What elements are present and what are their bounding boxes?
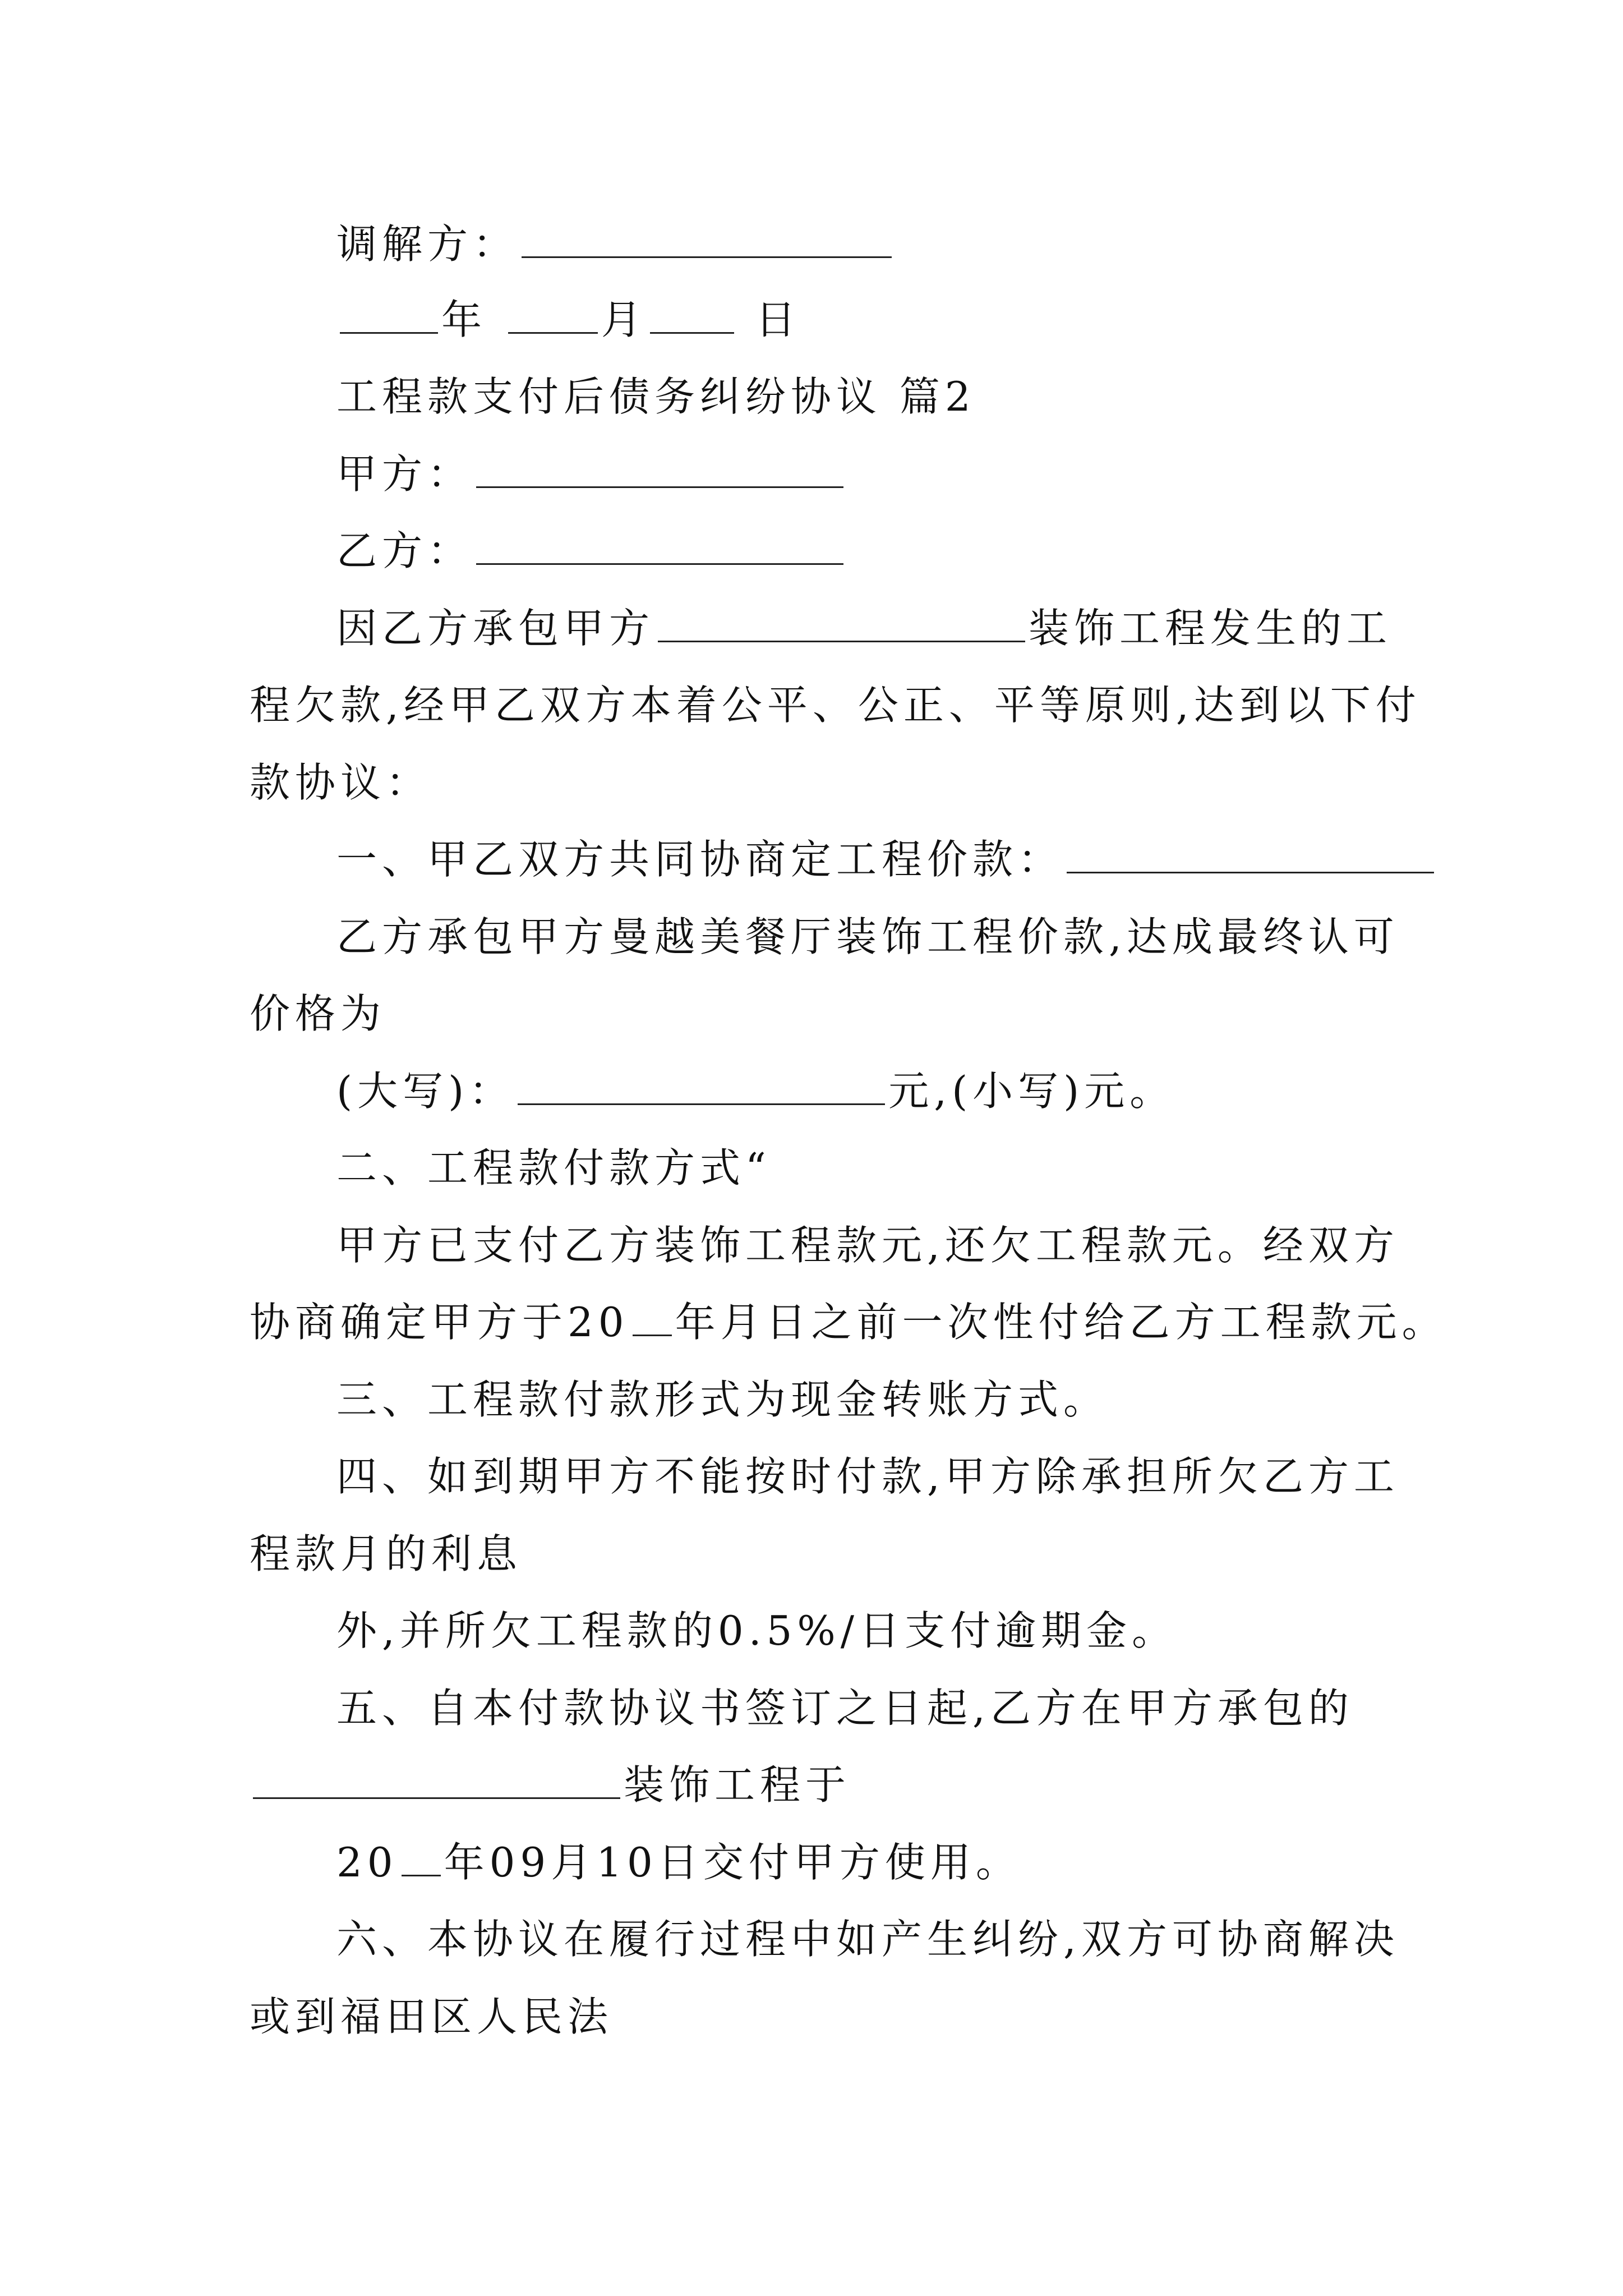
clause-5-line-2-post: 装饰工程于 [624,1761,851,1809]
intro-pre: 因乙方承包甲方 [336,605,655,652]
amount-line [336,1066,1175,1116]
clause-1 [336,834,1437,885]
clause-1-detail-1: 乙方承包甲方曼越美餐厅装饰工程价款,达成最终认可 [336,913,1399,960]
handover-year-blank [402,1840,441,1876]
party-a-line [336,449,847,499]
clause-2-line-2-pre: 协商确定甲方于20 [250,1299,629,1346]
day-label: 日 [755,296,801,343]
clause-2-line-2 [250,1297,1447,1347]
month-blank [508,297,598,334]
date-line [336,295,801,345]
party-b-label: 乙方： [336,527,473,574]
party-b-line [336,526,847,576]
party-a-label: 甲方： [336,450,473,498]
clause-4-line-2: 程款月的利息 [250,1530,523,1577]
clause-1-text: 一、甲乙双方共同协商定工程价款： [336,836,1064,883]
clause-5-line-2 [250,1760,851,1810]
mediator-line [336,219,895,269]
clause-1-detail-2: 价格为 [250,990,386,1037]
clause-3: 三、工程款付款形式为现金转账方式。 [336,1376,1109,1423]
project-blank [658,606,1025,642]
clause-2: 二、工程款付款方式“ [336,1144,771,1191]
clause-2-line-1: 甲方已支付乙方装饰工程款元,还欠工程款元。经双方 [336,1222,1399,1269]
month-label: 月 [601,296,647,343]
year-blank [340,297,438,334]
amount-blank [518,1069,885,1105]
intro-line-2: 程欠款,经甲乙双方本着公平、公正、平等原则,达到以下付 [250,682,1421,729]
price-blank [1067,837,1434,873]
intro-line-3: 款协议： [250,759,432,806]
clause-5-line-3-post: 年09月10日交付甲方使用。 [444,1839,1021,1886]
clause-5-line-3 [336,1837,1021,1888]
clause-5-line-3-pre: 20 [336,1839,398,1886]
party-b-blank [476,528,843,565]
year-label: 年 [441,296,487,343]
day-blank [650,297,734,334]
clause-2-line-2-post: 年月日之前一次性付给乙方工程款元。 [675,1299,1447,1346]
mediator-label: 调解方： [336,220,519,268]
section-title: 工程款支付后债务纠纷协议 篇2 [336,373,976,420]
project-name-blank [253,1763,620,1799]
intro-line-1 [336,603,1392,654]
clause-6-line-2: 或到福田区人民法 [250,1993,614,2040]
intro-post: 装饰工程发生的工 [1029,605,1393,652]
amount-pre: (大写)： [336,1068,515,1115]
clause-4-line-1: 四、如到期甲方不能按时付款,甲方除承担所欠乙方工 [336,1453,1399,1500]
year-digit-blank [633,1300,672,1336]
amount-post: 元,(小写)元。 [888,1068,1175,1115]
clause-5-line-1: 五、自本付款协议书签订之日起,乙方在甲方承包的 [336,1685,1354,1732]
party-a-blank [476,452,843,488]
clause-6-line-1: 六、本协议在履行过程中如产生纠纷,双方可协商解决 [336,1916,1399,1963]
clause-4-line-3: 外,并所欠工程款的0.5%/日支付逾期金。 [336,1607,1178,1654]
mediator-blank [522,222,892,258]
